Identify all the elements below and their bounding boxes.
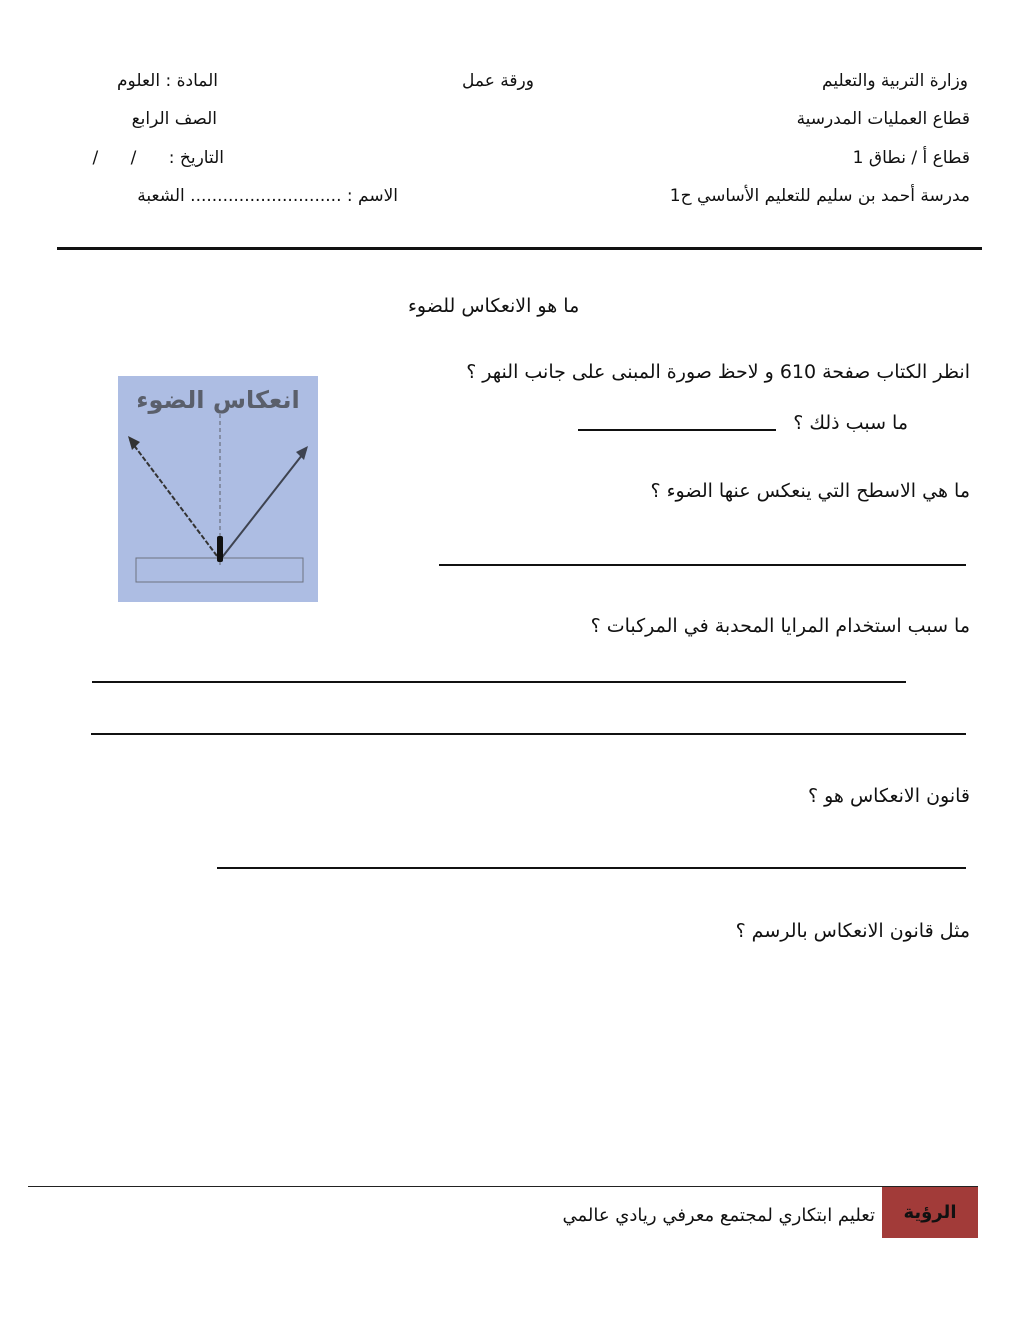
ministry-name: وزارة التربية والتعليم xyxy=(822,71,968,91)
name-field: الاسم : ............................ الشعبة xyxy=(137,186,398,206)
school-name: مدرسة أحمد بن سليم للتعليم الأساسي ح1 xyxy=(669,186,970,206)
answer-line-1[interactable] xyxy=(578,429,776,431)
reflection-diagram xyxy=(118,376,318,602)
question-1-sub: ما سبب ذلك ؟ xyxy=(793,412,908,434)
light-reflection-figure xyxy=(118,376,318,602)
vision-label: الرؤية xyxy=(882,1187,978,1238)
vision-statement: تعليم ابتكاري لمجتمع معرفي ريادي عالمي xyxy=(562,1205,875,1226)
incident-arrow-icon xyxy=(128,436,140,450)
answer-line-2[interactable] xyxy=(439,564,966,566)
incident-ray xyxy=(130,440,220,560)
worksheet-heading: ما هو الانعكاس للضوء xyxy=(408,295,580,317)
answer-line-4[interactable] xyxy=(217,867,966,869)
date-field: التاريخ : / / xyxy=(92,148,224,168)
worksheet-title: ورقة عمل xyxy=(462,71,534,91)
zone-name: قطاع أ / نطاق 1 xyxy=(852,148,970,168)
reflection-point xyxy=(217,536,223,562)
figure-caption: انعكاس الضوء xyxy=(136,386,300,414)
question-2: ما هي الاسطح التي ينعكس عنها الضوء ؟ xyxy=(650,480,970,502)
question-1: انظر الكتاب صفحة 610 و لاحظ صورة المبنى على جانب النهر ؟ xyxy=(466,361,970,383)
subject-label: المادة : العلوم xyxy=(117,71,218,91)
question-4: قانون الانعكاس هو ؟ xyxy=(807,785,970,807)
answer-line-3a[interactable] xyxy=(92,681,906,683)
reflected-ray xyxy=(220,450,306,560)
footer-divider xyxy=(28,1186,978,1187)
reflected-arrow-icon xyxy=(296,446,308,460)
question-5: مثل قانون الانعكاس بالرسم ؟ xyxy=(735,920,970,942)
grade-label: الصف الرابع xyxy=(131,109,217,129)
question-3: ما سبب استخدام المرايا المحدبة في المركبات ؟ xyxy=(590,615,970,637)
answer-line-3b[interactable] xyxy=(91,733,966,735)
header-divider xyxy=(57,247,982,250)
sector-name: قطاع العمليات المدرسية xyxy=(796,109,970,129)
